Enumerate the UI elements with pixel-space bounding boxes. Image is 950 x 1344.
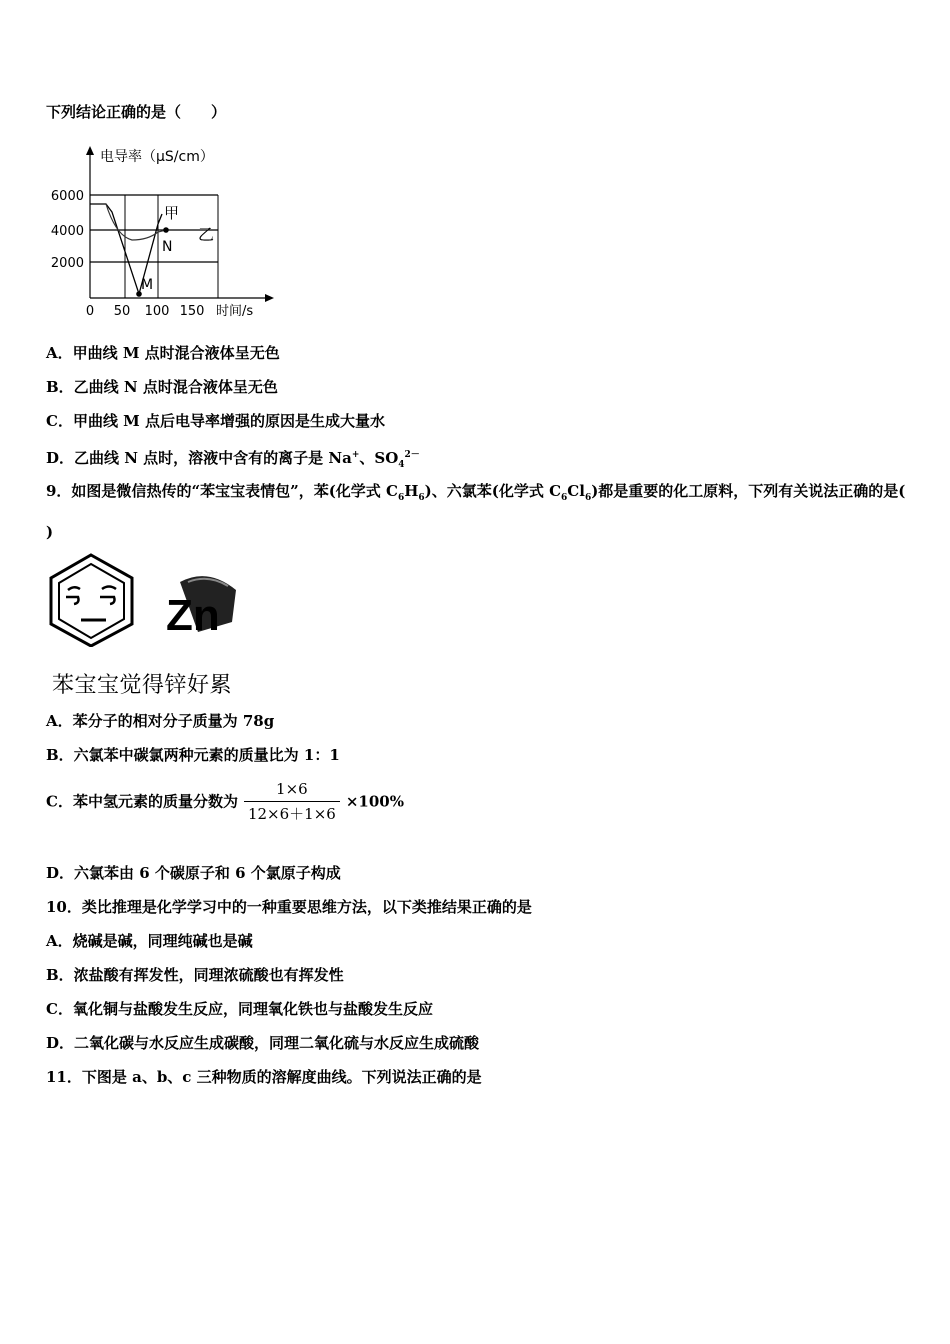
q8-option-a: A．甲曲线 M 点时混合液体呈无色 [46, 344, 280, 362]
y-tick-4000: 4000 [50, 224, 84, 239]
left-eyebrow [68, 587, 80, 590]
zn-text: Zn [166, 591, 220, 640]
q10-option-c: C．氧化铜与盐酸发生反应，同理氧化铁也与盐酸发生反应 [46, 1000, 433, 1018]
q9-stem: 9．如图是微信热传的“苯宝宝表情包”，苯(化学式 $C_6H_6$)、六氯苯(化学式 $C_6Cl_6$)都是重要的化工原料，下列有关说法正确的是( ) [46, 482, 906, 541]
q9-option-d: D．六氯苯由 6 个碳原子和 6 个氯原子构成 [46, 864, 341, 882]
x-axis-label: 时间/s [216, 304, 254, 319]
label-m: M [141, 277, 154, 293]
q9-option-b: B．六氯苯中碳氯两种元素的质量比为 1：1 [46, 746, 340, 764]
fraction: $\frac{1\times 6}{12\times 6+1\times 6}$ [244, 779, 340, 824]
x-axis-arrow [265, 294, 274, 302]
emoji-caption: 苯宝宝觉得锌好累 [52, 673, 233, 698]
q8-option-c: C．甲曲线 M 点后电导率增强的原因是生成大量水 [46, 412, 385, 430]
y-tick-6000: 6000 [50, 189, 84, 204]
q8-option-b: B．乙曲线 N 点时混合液体呈无色 [46, 378, 278, 396]
point-n [163, 227, 169, 233]
label-yi: 乙 [198, 225, 215, 244]
q10-stem: 10．类比推理是化学学习中的一种重要思维方法，以下类推结果正确的是 [46, 898, 532, 916]
q10-option-b: B．浓盐酸有挥发性，同理浓硫酸也有挥发性 [46, 966, 344, 984]
q9-option-c: C．苯中氢元素的质量分数为 $\frac{1\times 6}{12\times 6+1\times 6}$ ×100% [46, 780, 404, 823]
y-axis-arrow [86, 146, 94, 155]
y-tick-2000: 2000 [50, 256, 84, 271]
q10-option-d: D．二氧化碳与水反应生成碳酸，同理二氧化硫与水反应生成硫酸 [46, 1034, 480, 1052]
conductivity-chart [40, 140, 280, 325]
x-tick-50: 50 [113, 304, 131, 319]
benzene-emoji-image [48, 552, 248, 647]
q8-stem: 下列结论正确的是（ ） [46, 103, 227, 121]
x-tick-150: 150 [179, 304, 205, 319]
right-eye [100, 597, 115, 604]
label-jia: 甲 [164, 204, 180, 222]
right-eyebrow [102, 587, 116, 590]
q10-option-a: A．烧碱是碱，同理纯碱也是碱 [46, 932, 253, 950]
y-axis-label: 电导率（μS/cm） [100, 149, 214, 165]
label-n: N [162, 239, 173, 255]
q8-option-d: D．乙曲线 N 点时，溶液中含有的离子是 Na+、$SO_4^{2-}$ [46, 449, 420, 470]
q9-option-a: A．苯分子的相对分子质量为 78g [46, 712, 275, 730]
benzene-hexagon [51, 555, 132, 646]
x-tick-0: 0 [85, 304, 95, 319]
q11-stem: 11．下图是 a、b、c 三种物质的溶解度曲线。下列说法正确的是 [46, 1068, 482, 1086]
x-tick-100: 100 [144, 304, 170, 319]
left-eye [66, 597, 79, 604]
